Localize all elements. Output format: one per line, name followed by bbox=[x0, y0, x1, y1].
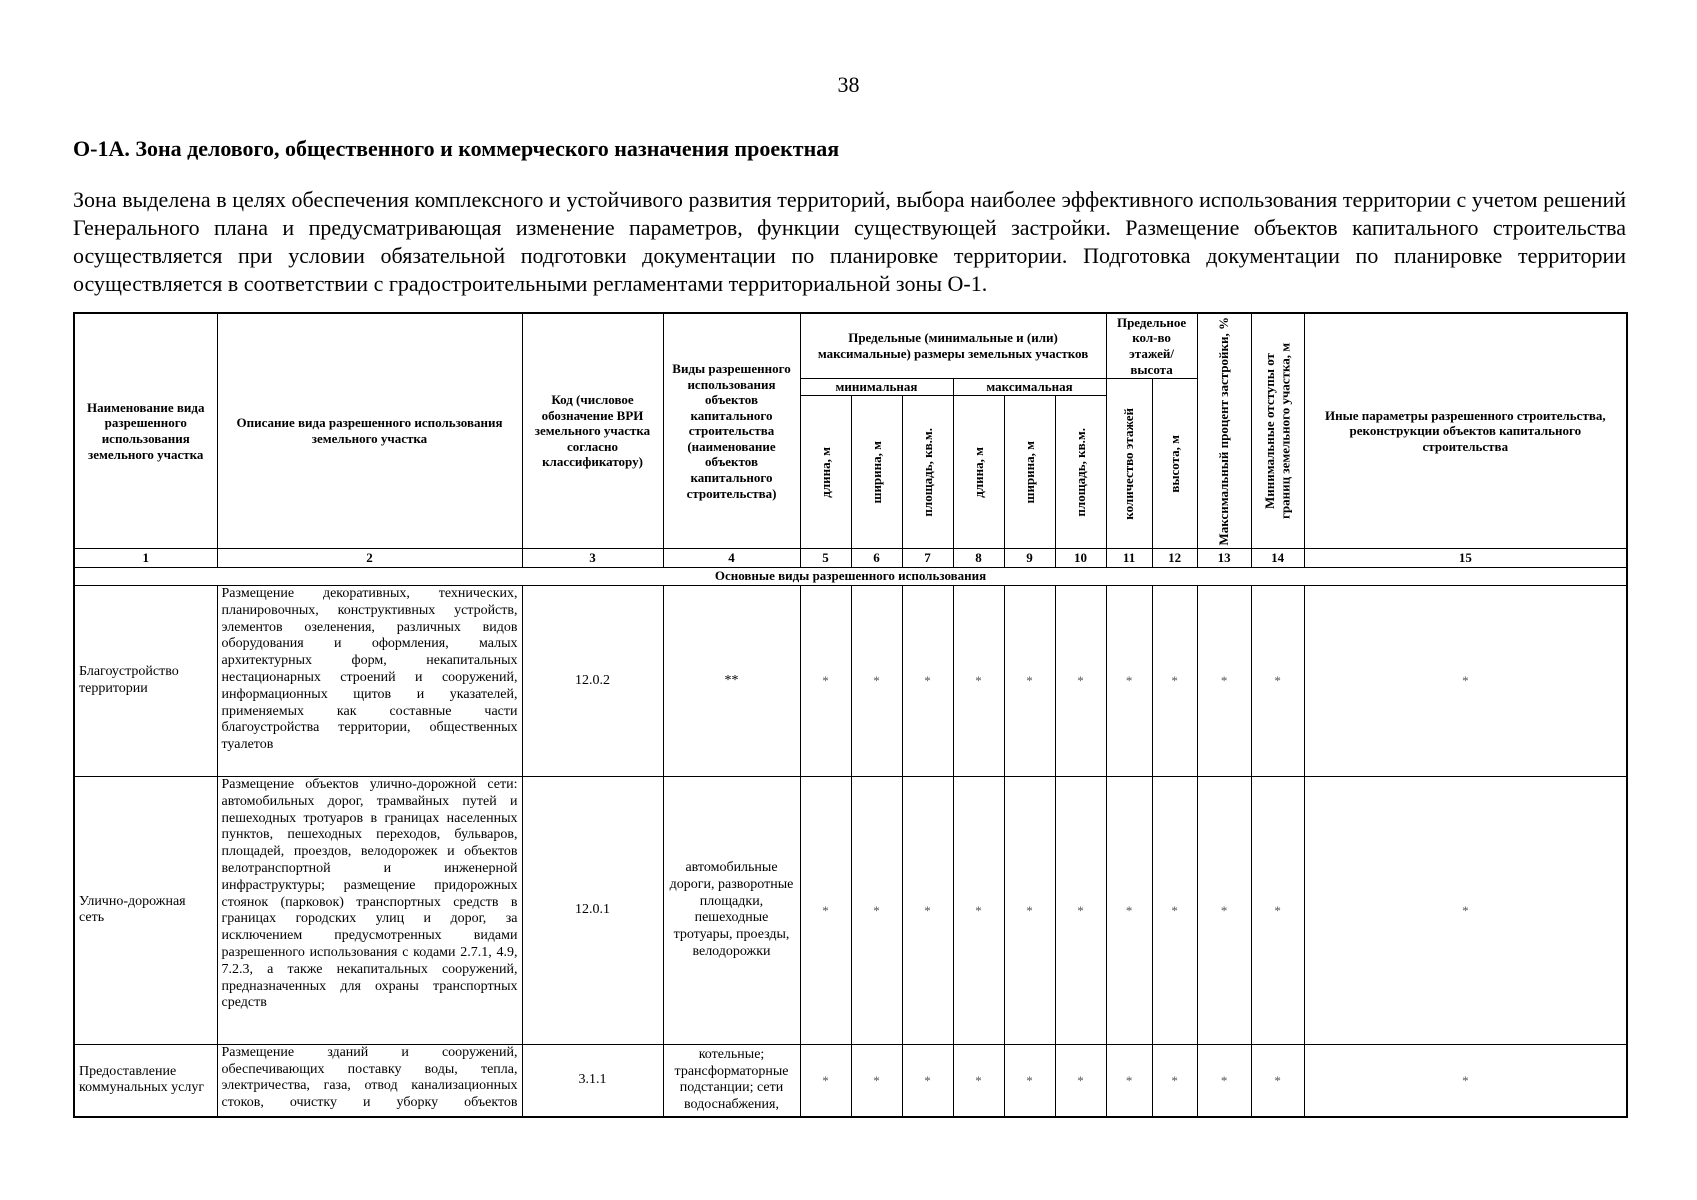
table-row bbox=[74, 777, 1627, 1045]
param-value: * bbox=[851, 1044, 902, 1117]
param-value: * bbox=[800, 777, 851, 1045]
param-value: * bbox=[1055, 777, 1106, 1045]
param-value: * bbox=[1197, 777, 1251, 1045]
header-floors-text: количество этажей bbox=[1121, 407, 1137, 520]
param-value: * bbox=[1251, 585, 1304, 776]
header-code: Код (числовое обозначение ВРИ земельного участка согласно классификатору) bbox=[522, 313, 663, 549]
param-value: * bbox=[1055, 585, 1106, 776]
column-number: 9 bbox=[1004, 549, 1055, 567]
use-description: Размещение объектов улично-дорожной сети: автомобильных дорог, трамвайных путей и пешеходных тротуаров в границах населенных пунктов, пешеходных переходов, бульваров, площадей, проездов, велодорожек и объектов велотранспортной и инженерной инфраструктуры; размещение придорожных стоянок (парковок) транспортных средств в границах городских улиц и дорог, за исключением предусмотренных видами разрешенного использования с кодами 2.7.1, 4.9, 7.2.3, а также некапитальных сооружений, предназначенных для охраны транспортных средств bbox=[217, 777, 522, 1045]
param-value: * bbox=[902, 777, 953, 1045]
param-value: * bbox=[953, 1044, 1004, 1117]
param-value: * bbox=[953, 585, 1004, 776]
header-min-width bbox=[851, 395, 902, 548]
param-value: * bbox=[1304, 1044, 1627, 1117]
header-min-length bbox=[800, 395, 851, 548]
param-value: * bbox=[1251, 1044, 1304, 1117]
param-value: * bbox=[1106, 1044, 1152, 1117]
param-value: * bbox=[902, 585, 953, 776]
header-name: Наименование вида разрешенного использования земельного участка bbox=[74, 313, 217, 549]
use-objects: котельные; трансформаторные подстанции; сети водоснабжения, bbox=[663, 1044, 800, 1117]
param-value: * bbox=[1197, 585, 1251, 776]
section-title: Основные виды разрешенного использования bbox=[74, 567, 1627, 585]
param-value: * bbox=[1106, 585, 1152, 776]
table-row bbox=[74, 585, 1627, 776]
header-min-area bbox=[902, 395, 953, 548]
header-floors bbox=[1106, 378, 1152, 548]
header-max-width-text: ширина, м bbox=[1021, 440, 1037, 504]
param-value: * bbox=[1304, 777, 1627, 1045]
column-number: 12 bbox=[1152, 549, 1197, 567]
param-value: * bbox=[851, 777, 902, 1045]
use-description: Размещение зданий и сооружений, обеспечивающих поставку воды, тепла, электричества, газа, отвод канализационных стоков, очистку и уборку объектов bbox=[217, 1044, 522, 1117]
column-number: 3 bbox=[522, 549, 663, 567]
header-description: Описание вида разрешенного использования земельного участка bbox=[217, 313, 522, 549]
param-value: * bbox=[800, 585, 851, 776]
header-height bbox=[1152, 378, 1197, 548]
param-value: * bbox=[1251, 777, 1304, 1045]
table-row bbox=[74, 1044, 1627, 1117]
header-max-width bbox=[1004, 395, 1055, 548]
column-number: 13 bbox=[1197, 549, 1251, 567]
header-max-length-text: длина, м bbox=[970, 446, 986, 498]
column-number: 8 bbox=[953, 549, 1004, 567]
header-max-area bbox=[1055, 395, 1106, 548]
header-max-area-text: площадь, кв.м. bbox=[1072, 427, 1088, 517]
use-name: Благоустройство территории bbox=[74, 585, 217, 776]
page-number: 38 bbox=[837, 72, 860, 97]
header-other: Иные параметры разрешенного строительства, реконструкции объектов капитального строительства bbox=[1304, 313, 1627, 549]
param-value: * bbox=[1152, 777, 1197, 1045]
param-value: * bbox=[953, 777, 1004, 1045]
use-objects: автомобильные дороги, разворотные площадки, пешеходные тротуары, проезды, велодорожки bbox=[663, 777, 800, 1045]
header-coverage bbox=[1197, 313, 1251, 549]
param-value: * bbox=[1197, 1044, 1251, 1117]
param-value: * bbox=[902, 1044, 953, 1117]
param-value: * bbox=[1304, 585, 1627, 776]
column-number: 5 bbox=[800, 549, 851, 567]
use-name: Предоставление коммунальных услуг bbox=[74, 1044, 217, 1117]
intro-paragraph: Зона выделена в целях обеспечения комплексного и устойчивого развития территорий, выбора наиболее эффективного использования территории с учетом решений Генерального плана и предусматривающая изменение параметров, функции существующей застройки. Размещение объектов капитального строительства осуществляется при условии обязательной подготовки документации по планировке территории. Подготовка документации по планировке территории осуществляется в соответствии с градостроительными регламентами территориальной зоны О-1. bbox=[73, 187, 1626, 296]
header-max: максимальная bbox=[953, 378, 1106, 395]
param-value: * bbox=[1106, 777, 1152, 1045]
param-value: * bbox=[1152, 585, 1197, 776]
column-numbers-row bbox=[74, 549, 1627, 567]
header-objects: Виды разрешенного использования объектов капитального строительства (наименование объектов капитального строительства) bbox=[663, 313, 800, 549]
header-max-length bbox=[953, 395, 1004, 548]
param-value: * bbox=[1055, 1044, 1106, 1117]
header-min-area-text: площадь, кв.м. bbox=[919, 427, 935, 517]
param-value: * bbox=[1152, 1044, 1197, 1117]
use-description: Размещение декоративных, технических, планировочных, конструктивных устройств, элементов озеленения, различных видов оборудования и оформления, малых архитектурных форм, некапитальных нестационарных строений и сооружений, информационных щитов и указателей, применяемых как составные части благоустройства территории, общественных туалетов bbox=[217, 585, 522, 776]
use-objects: ** bbox=[663, 585, 800, 776]
regulations-table bbox=[73, 312, 1628, 1118]
header-height-text: высота, м bbox=[1166, 434, 1182, 493]
header-floors-group: Предельное кол-во этажей/ высота bbox=[1106, 313, 1197, 378]
param-value: * bbox=[1004, 1044, 1055, 1117]
column-number: 4 bbox=[663, 549, 800, 567]
section-heading: О-1А. Зона делового, общественного и коммерческого назначения проектная bbox=[73, 136, 840, 161]
header-min: минимальная bbox=[800, 378, 953, 395]
use-code: 12.0.1 bbox=[522, 777, 663, 1045]
column-number: 14 bbox=[1251, 549, 1304, 567]
use-code: 3.1.1 bbox=[522, 1044, 663, 1117]
param-value: * bbox=[800, 1044, 851, 1117]
column-number: 1 bbox=[74, 549, 217, 567]
column-number: 11 bbox=[1106, 549, 1152, 567]
column-number: 15 bbox=[1304, 549, 1627, 567]
header-setbacks-text: Минимальные отступы от границ земельного участка, м bbox=[1261, 343, 1293, 520]
column-number: 2 bbox=[217, 549, 522, 567]
header-limits: Предельные (минимальные и (или) максимальные) размеры земельных участков bbox=[800, 313, 1106, 378]
param-value: * bbox=[1004, 777, 1055, 1045]
header-setbacks bbox=[1251, 313, 1304, 549]
column-number: 6 bbox=[851, 549, 902, 567]
column-number: 10 bbox=[1055, 549, 1106, 567]
use-name: Улично-дорожная сеть bbox=[74, 777, 217, 1045]
use-code: 12.0.2 bbox=[522, 585, 663, 776]
param-value: * bbox=[851, 585, 902, 776]
header-coverage-text: Максимальный процент застройки, % bbox=[1216, 316, 1232, 546]
param-value: * bbox=[1004, 585, 1055, 776]
header-min-width-text: ширина, м bbox=[868, 440, 884, 504]
column-number: 7 bbox=[902, 549, 953, 567]
header-min-length-text: длина, м bbox=[817, 446, 833, 498]
